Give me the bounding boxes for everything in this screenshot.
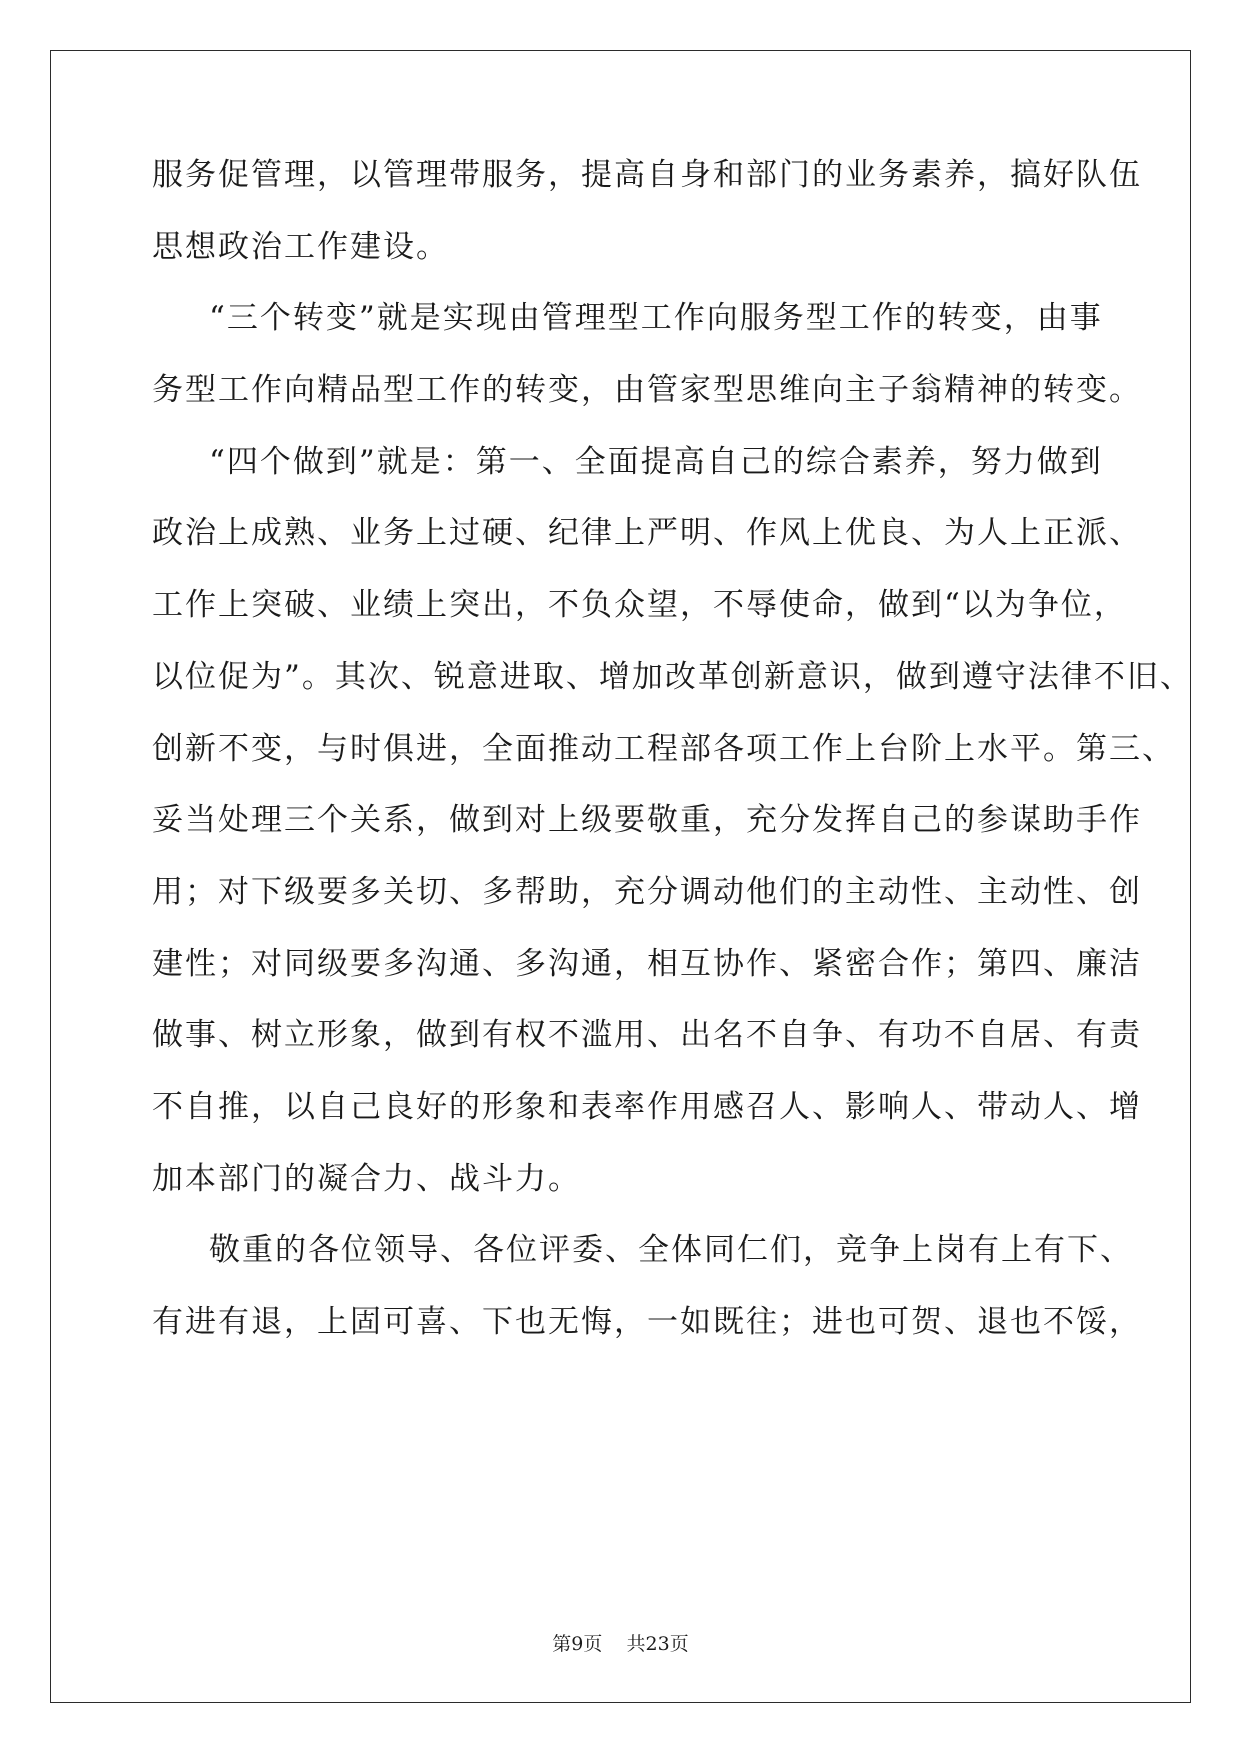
footer-spacer — [602, 1633, 626, 1655]
text-line: 创新不变，与时俱进，全面推动工程部各项工作上台阶上水平。第三、 — [152, 731, 1175, 767]
text-line: 敬重的各位领导、各位评委、全体同仁们，竞争上岗有上有下、 — [209, 1232, 1133, 1268]
text-line: 妥当处理三个关系，做到对上级要敬重，充分发挥自己的参谋助手作 — [152, 802, 1142, 838]
text-line: 政治上成熟、业务上过硬、纪律上严明、作风上优良、为人上正派、 — [152, 515, 1142, 551]
page-number: 第9页 — [552, 1633, 603, 1655]
text-line: “四个做到”就是：第一、全面提高自己的综合素养，努力做到 — [209, 444, 1103, 480]
text-line: 以位促为”。其次、锐意进取、增加改革创新意识，做到遵守法律不旧、 — [152, 659, 1193, 695]
text-line: 务型工作向精品型工作的转变，由管家型思维向主子翁精神的转变。 — [152, 372, 1142, 408]
text-line: 思想政治工作建设。 — [152, 229, 449, 265]
text-line: 不自推，以自己良好的形象和表率作用感召人、影响人、带动人、增 — [152, 1089, 1142, 1125]
page-total: 共23页 — [626, 1633, 689, 1655]
page-footer — [0, 1632, 1241, 1656]
text-line: 用；对下级要多关切、多帮助，充分调动他们的主动性、主动性、创 — [152, 874, 1142, 910]
text-line: 加本部门的凝合力、战斗力。 — [152, 1161, 581, 1197]
text-line: 服务促管理，以管理带服务，提高自身和部门的业务素养，搞好队伍 — [152, 157, 1142, 193]
text-line: 建性；对同级要多沟通、多沟通，相互协作、紧密合作；第四、廉洁 — [152, 946, 1142, 982]
text-line: 有进有退，上固可喜、下也无悔，一如既往；进也可贺、退也不馁， — [152, 1304, 1142, 1340]
text-line: “三个转变”就是实现由管理型工作向服务型工作的转变，由事 — [209, 300, 1103, 336]
text-line: 做事、树立形象，做到有权不滥用、出名不自争、有功不自居、有责 — [152, 1017, 1142, 1053]
text-line: 工作上突破、业绩上突出，不负众望，不辱使命，做到“以为争位， — [152, 587, 1127, 623]
